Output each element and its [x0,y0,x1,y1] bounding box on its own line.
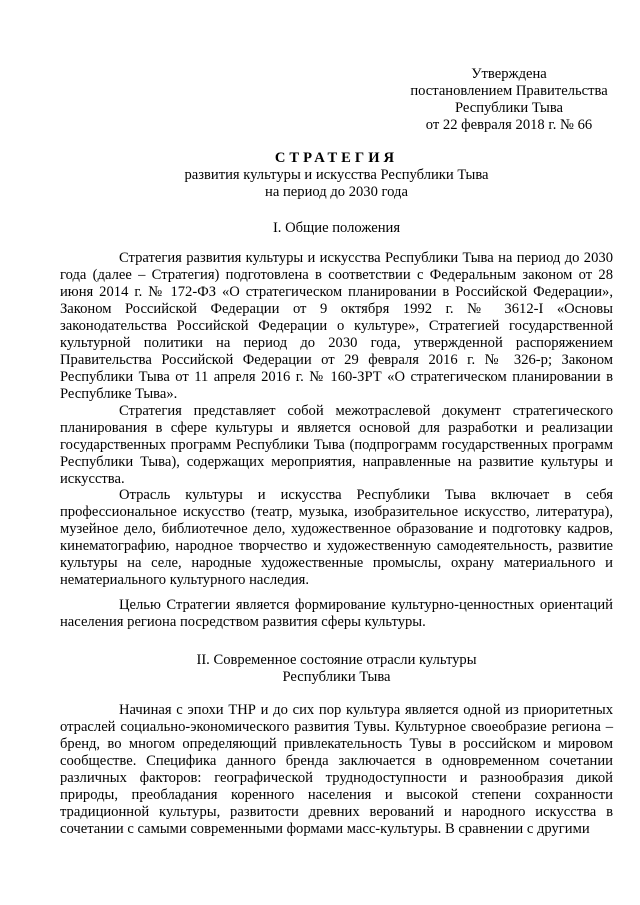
section-1-paragraph-4 [60,597,613,631]
section-2-heading-line-2: Республики Тыва [282,669,391,685]
approval-line-2: постановлением Правительства [410,83,608,99]
section-2-heading-line-1: II. Современное состояние отрасли культуры [196,652,477,668]
approval-line-3: Республики Тыва [454,100,564,116]
section-1-paragraph-1 [60,250,613,403]
section-1-paragraph-2 [60,403,613,488]
document-title [60,150,613,201]
approval-line-1: Утверждена [471,66,547,82]
section-2-heading [60,652,613,686]
title-subtitle-2: на период до 2030 года [265,184,408,200]
section-1-paragraph-3 [60,487,613,589]
section-1-heading: I. Общие положения [272,220,401,236]
approval-line-4: от 22 февраля 2018 г. № 66 [425,117,593,133]
paragraph-text: Стратегия представляет собой межотраслевой документ стратегического планирования в сфере культуры и является основой для разработки и реализации государственных программ Республики Тыва (подпрограмм государственных программ Республики Тыва), содержащих мероприятия, направленные на развитие культуры и искусства. [60,403,613,487]
paragraph-text: Стратегия развития культуры и искусства Республики Тыва на период до 2030 года (далее – Стратегия) подготовлена в соответствии с Федеральным законом от 28 июня 2014 г. № 172-ФЗ «О стратегическом планировании в Российской Федерации», Законом Российской Федерации от 9 октября 1992 г. № 3612-I «Основы законодательства Российской Федерации о культуре», Стратегией государственной культурной политики на период до 2030 года, утвержденной распоряжением Правительства Российской Федерации от 29 февраля 2016 г. № 326-р; Законом Республики Тыва от 11 апреля 2016 г. № 160-ЗРТ «О стратегическом планировании в Республике Тыва». [60,250,613,402]
title-main: СТРАТЕГИЯ [274,150,399,166]
paragraph-text: Отрасль культуры и искусства Республики Тыва включает в себя профессиональное искусство (театр, музыка, изобразительное искусство, литература), музейное дело, библиотечное дело, художественное образование и подготовку кадров, кинематографию, народное творчество и художественную самодеятельность, развитие культуры на селе, народные художественные промыслы, охрану материального и нематериального культурного наследия. [60,487,613,588]
title-subtitle-1: развития культуры и искусства Республики Тыва [184,167,489,183]
paragraph-text: Начиная с эпохи ТНР и до сих пор культура является одной из приоритетных отраслей социально-экономического развития Тувы. Культурное своеобразие региона – бренд, во многом определяющий привлекательность Тувы в российском и мировом сообществе. Специфика данного бренда заключается в одновременном сочетании различных факторов: географической труднодоступности и разнообразия дикой природы, преобладания коренного населения и высокой степени сохранности традиционной культуры, развитости древних верований и народного искусства в сочетании с самыми современными формами масс-культуры. В сравнении с другими [60,702,613,837]
section-2-paragraph-1 [60,702,613,838]
paragraph-text: Целью Стратегии является формирование культурно-ценностных ориентаций населения региона посредством развития сферы культуры. [60,597,613,630]
approval-block [380,66,638,134]
